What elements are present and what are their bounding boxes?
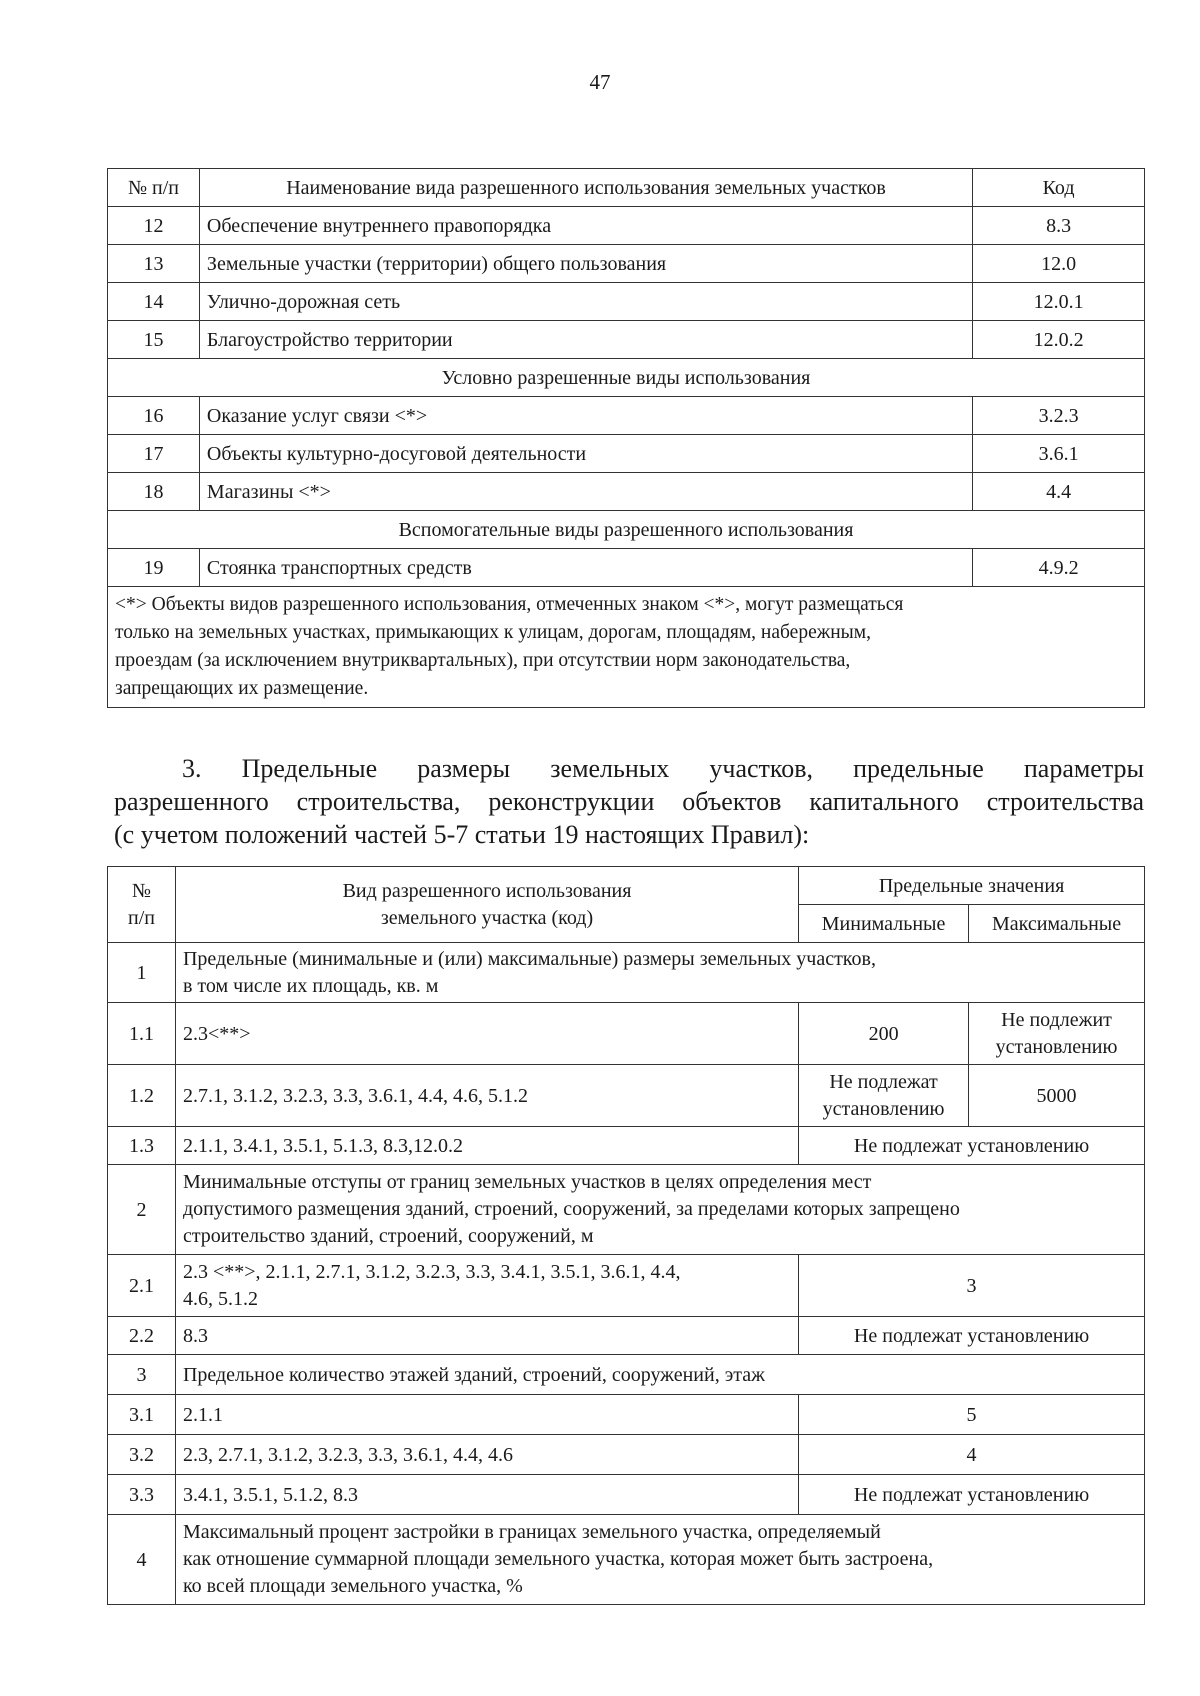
row-value: Не подлежат установлению: [799, 1127, 1145, 1165]
row-code: 12.0.2: [973, 321, 1145, 359]
section-auxiliary-title: Вспомогательные виды разрешенного использования: [108, 511, 1145, 549]
row-num: 2.1: [108, 1255, 176, 1317]
row-name: Оказание услуг связи <*>: [199, 397, 972, 435]
row-value: 4: [799, 1435, 1145, 1475]
row-code: 12.0.1: [973, 283, 1145, 321]
row-value: 3: [799, 1255, 1145, 1317]
table-row: [108, 1065, 1145, 1127]
row-num: 17: [108, 435, 200, 473]
header-limits: Предельные значения: [799, 867, 1145, 905]
row-code: 12.0: [973, 245, 1145, 283]
row-codes: 2.1.1: [175, 1395, 798, 1435]
header-type: Вид разрешенного использования земельного участка (код): [175, 867, 798, 943]
table-row: [108, 397, 1145, 435]
row-num: 12: [108, 207, 200, 245]
table-header-row: [108, 169, 1145, 207]
table-row: [108, 1127, 1145, 1165]
row-codes: 2.3<**>: [175, 1003, 798, 1065]
row-num: 18: [108, 473, 200, 511]
page-number: 47: [589, 70, 611, 94]
row-code: 4.9.2: [973, 549, 1145, 587]
header-num: № п/п: [108, 867, 176, 943]
row-code: 4.4: [973, 473, 1145, 511]
table-row: [108, 1165, 1145, 1255]
row-name: Земельные участки (территории) общего пользования: [199, 245, 972, 283]
header-max: Максимальные: [969, 905, 1145, 943]
row-num: 14: [108, 283, 200, 321]
row-value: Не подлежат установлению: [799, 1317, 1145, 1355]
header-min: Минимальные: [799, 905, 969, 943]
footnote: [108, 587, 1145, 708]
row-num: 3.3: [108, 1475, 176, 1515]
row-text: Предельные (минимальные и (или) максимальные) размеры земельных участков, в том числе их площадь, кв. м: [175, 943, 1144, 1003]
header-code: Код: [973, 169, 1145, 207]
footnote-row: [108, 587, 1145, 708]
table-row: [108, 1317, 1145, 1355]
row-min: Не подлежат установлению: [799, 1065, 969, 1127]
section-conditional-title: Условно разрешенные виды использования: [108, 359, 1145, 397]
row-codes: 2.3, 2.7.1, 3.1.2, 3.2.3, 3.3, 3.6.1, 4.4, 4.6: [175, 1435, 798, 1475]
row-max: 5000: [969, 1065, 1145, 1127]
row-text: Минимальные отступы от границ земельных участков в целях определения мест допустимого размещения зданий, строений, сооружений, за пределами которых запрещено строительство зданий, строений, сооружений, м: [175, 1165, 1144, 1255]
table-row: [108, 1355, 1145, 1395]
heading-line-2: разрешенного строительства, реконструкции объектов капитального строительства: [114, 787, 1144, 816]
row-num: 19: [108, 549, 200, 587]
table-row: [108, 321, 1145, 359]
table-row: [108, 245, 1145, 283]
row-num: 15: [108, 321, 200, 359]
row-num: 13: [108, 245, 200, 283]
table-row: [108, 1003, 1145, 1065]
row-num: 2: [108, 1165, 176, 1255]
row-text: Предельное количество этажей зданий, строений, сооружений, этаж: [175, 1355, 1144, 1395]
footnote-line: запрещающих их размещение.: [115, 678, 369, 699]
row-codes: 2.7.1, 3.1.2, 3.2.3, 3.3, 3.6.1, 4.4, 4.6, 5.1.2: [175, 1065, 798, 1127]
heading-line-1: 3. Предельные размеры земельных участков, предельные параметры: [182, 754, 1144, 783]
row-num: 3.2: [108, 1435, 176, 1475]
row-num: 1.3: [108, 1127, 176, 1165]
table-row: [108, 435, 1145, 473]
table-header-row: [108, 867, 1145, 905]
table-row: [108, 1255, 1145, 1317]
footnote-line: <*> Объекты видов разрешенного использования, отмеченных знаком <*>, могут размещаться: [115, 594, 904, 615]
table-row: [108, 1515, 1145, 1605]
table-row: [108, 1395, 1145, 1435]
limits-table: [107, 866, 1145, 1605]
section-heading: [114, 752, 1144, 851]
row-name: Обеспечение внутреннего правопорядка: [199, 207, 972, 245]
row-name: Улично-дорожная сеть: [199, 283, 972, 321]
row-num: 1.1: [108, 1003, 176, 1065]
row-num: 4: [108, 1515, 176, 1605]
table-row: [108, 207, 1145, 245]
section-row: [108, 359, 1145, 397]
row-codes: 2.1.1, 3.4.1, 3.5.1, 5.1.3, 8.3,12.0.2: [175, 1127, 798, 1165]
row-codes: 2.3 <**>, 2.1.1, 2.7.1, 3.1.2, 3.2.3, 3.3, 3.4.1, 3.5.1, 3.6.1, 4.4, 4.6, 5.1.2: [175, 1255, 798, 1317]
row-name: Стоянка транспортных средств: [199, 549, 972, 587]
row-text: Максимальный процент застройки в границах земельного участка, определяемый как отношение суммарной площади земельного участка, которая может быть застроена, ко всей площади земельного участка, %: [175, 1515, 1144, 1605]
row-min: 200: [799, 1003, 969, 1065]
row-code: 3.2.3: [973, 397, 1145, 435]
row-name: Благоустройство территории: [199, 321, 972, 359]
permitted-use-table: [107, 168, 1145, 708]
table-row: [108, 283, 1145, 321]
header-name: Наименование вида разрешенного использования земельных участков: [199, 169, 972, 207]
row-num: 1: [108, 943, 176, 1003]
table-row: [108, 1475, 1145, 1515]
footnote-line: только на земельных участках, примыкающих к улицам, дорогам, площадям, набережным,: [115, 622, 871, 643]
heading-line-3: (с учетом положений частей 5-7 статьи 19 настоящих Правил):: [114, 820, 810, 849]
row-num: 1.2: [108, 1065, 176, 1127]
row-name: Магазины <*>: [199, 473, 972, 511]
table-row: [108, 473, 1145, 511]
section-row: [108, 511, 1145, 549]
row-code: 8.3: [973, 207, 1145, 245]
table-row: [108, 549, 1145, 587]
row-name: Объекты культурно-досуговой деятельности: [199, 435, 972, 473]
row-codes: 8.3: [175, 1317, 798, 1355]
row-num: 16: [108, 397, 200, 435]
row-num: 3.1: [108, 1395, 176, 1435]
table-row: [108, 943, 1145, 1003]
row-num: 3: [108, 1355, 176, 1395]
row-code: 3.6.1: [973, 435, 1145, 473]
row-max: Не подлежит установлению: [969, 1003, 1145, 1065]
row-value: Не подлежат установлению: [799, 1475, 1145, 1515]
row-num: 2.2: [108, 1317, 176, 1355]
footnote-line: проездам (за исключением внутриквартальных), при отсутствии норм законодательства,: [115, 650, 851, 671]
row-codes: 3.4.1, 3.5.1, 5.1.2, 8.3: [175, 1475, 798, 1515]
header-num: № п/п: [108, 169, 200, 207]
table-row: [108, 1435, 1145, 1475]
row-value: 5: [799, 1395, 1145, 1435]
